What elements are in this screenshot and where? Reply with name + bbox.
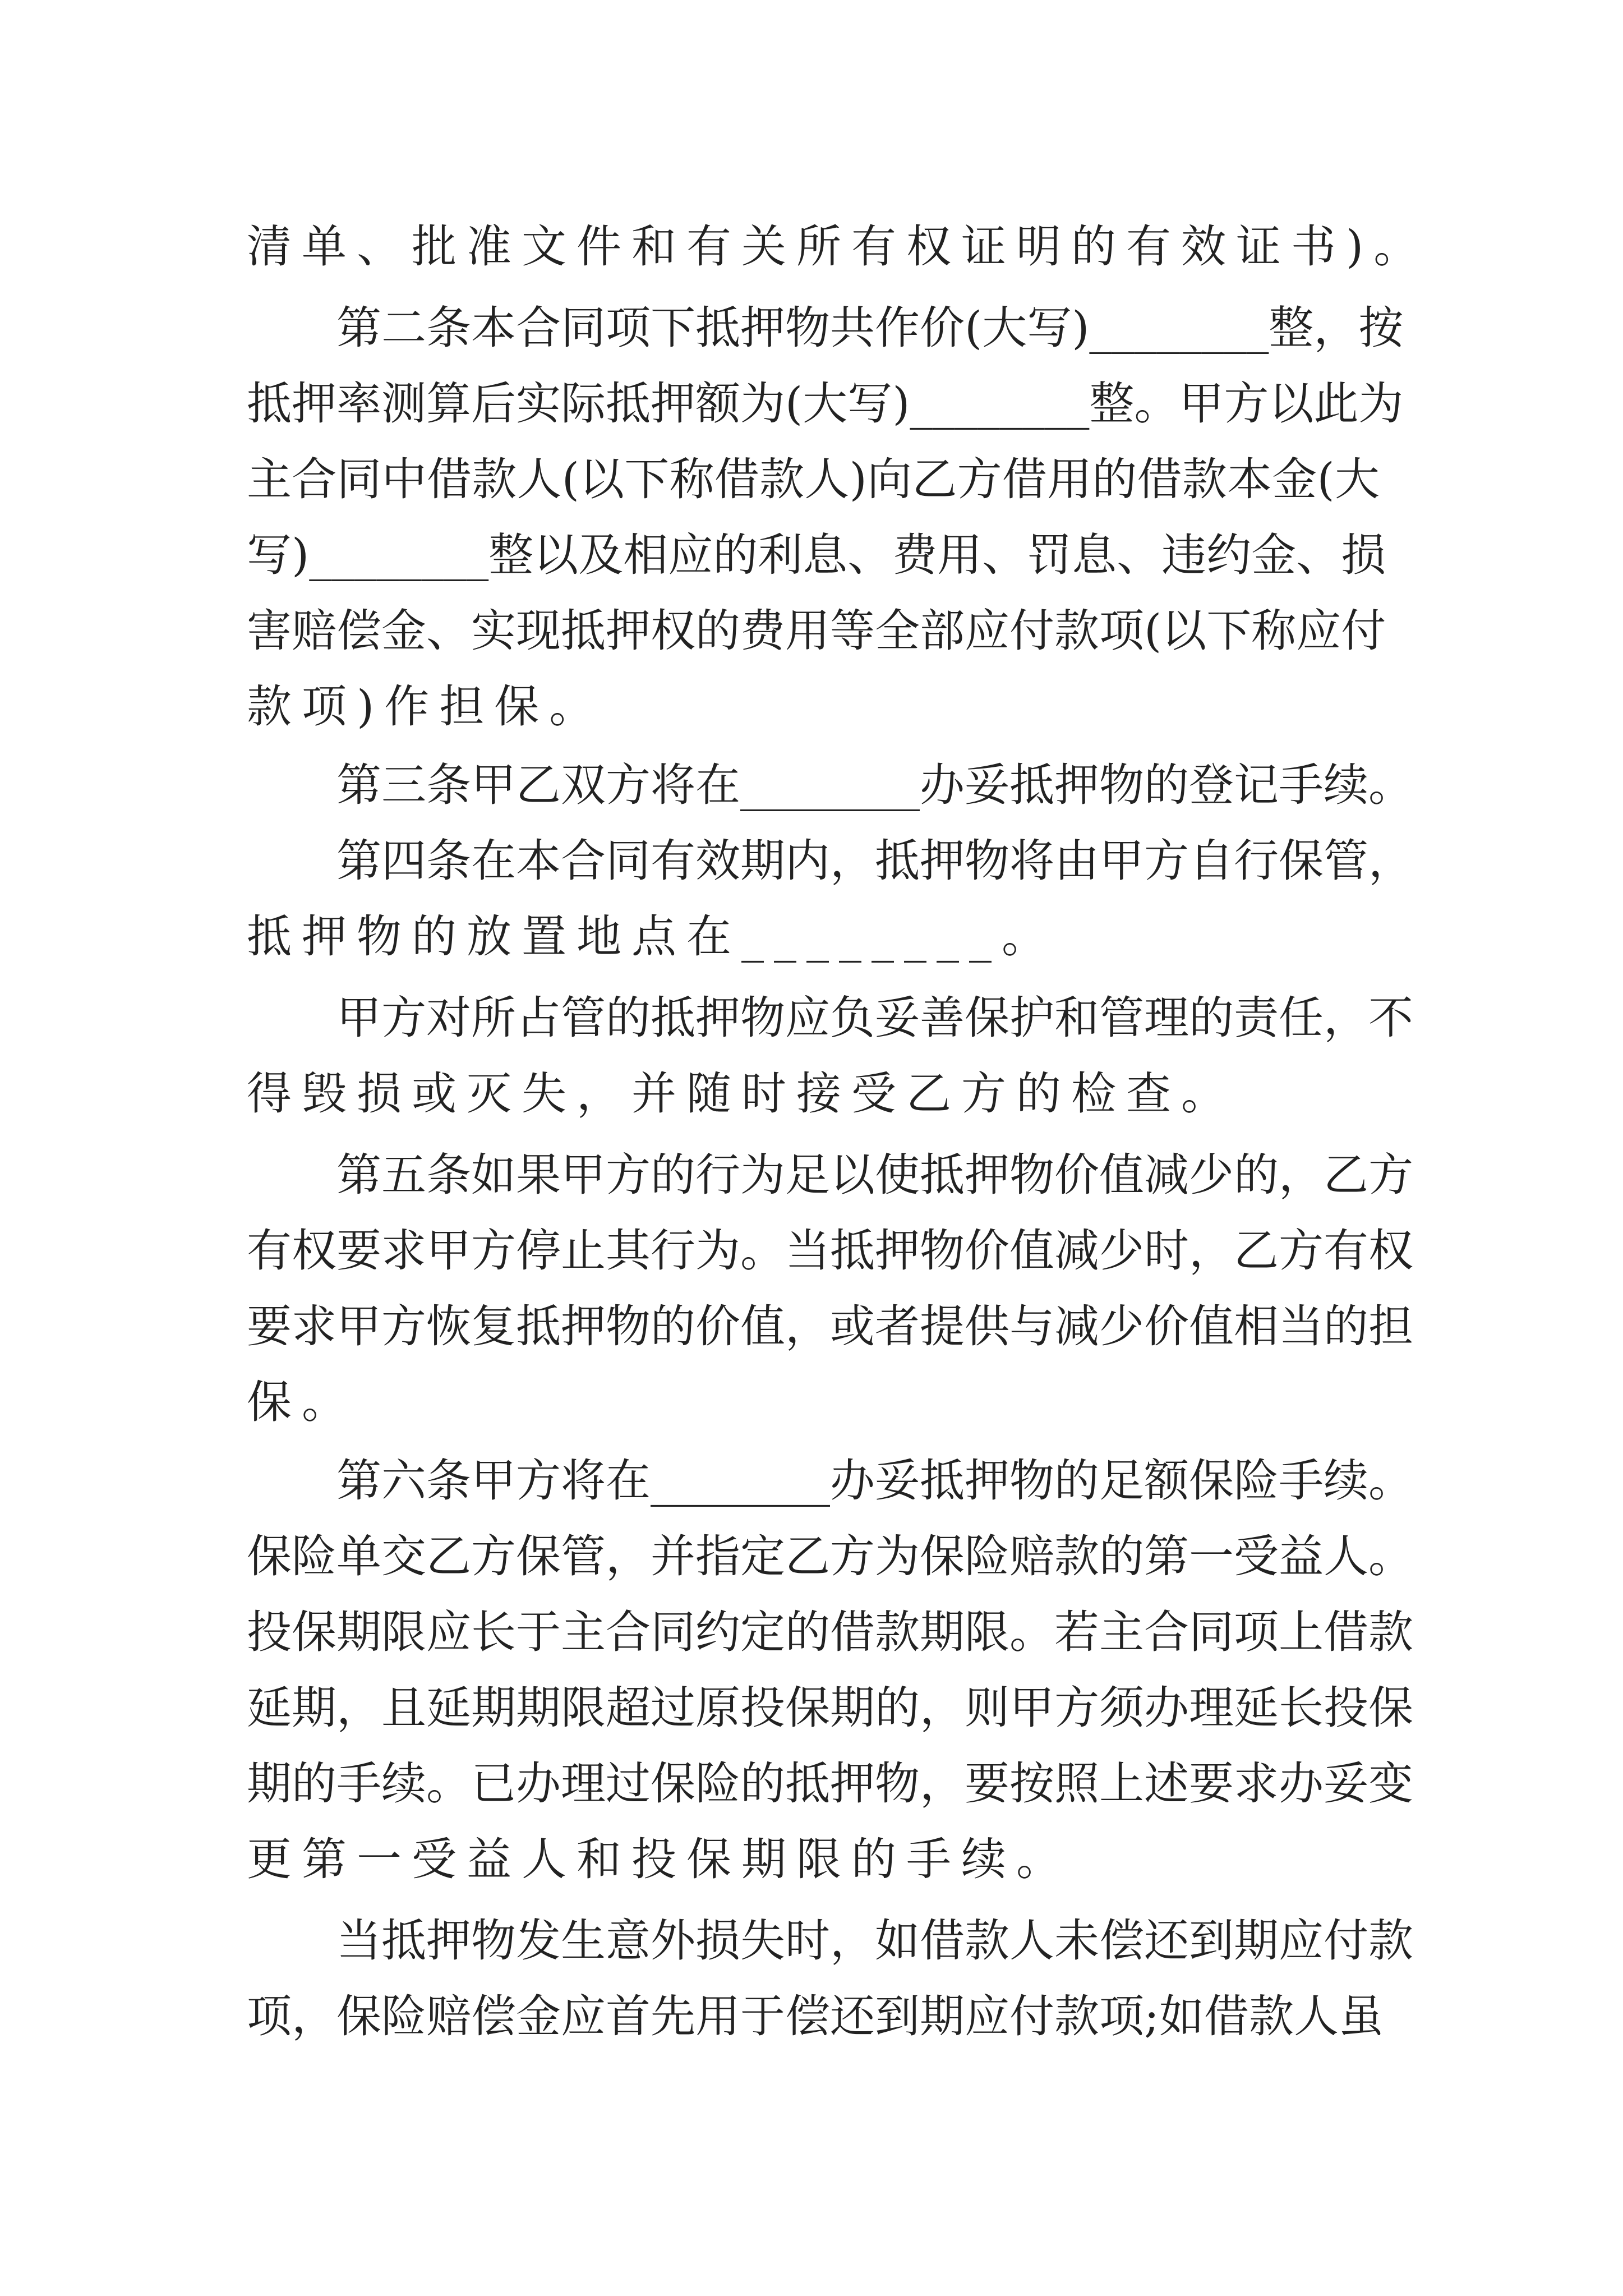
text-line: 投保期限应长于主合同约定的借款期限。若主合同项上借款 bbox=[247, 1606, 1413, 1658]
text-line: 当抵押物发生意外损失时，如借款人未偿还到期应付款 bbox=[336, 1915, 1413, 1967]
text-line: 主合同中借款人(以下称借款人)向乙方借用的借款本金(大 bbox=[247, 453, 1380, 505]
text-line: 第二条本合同项下抵押物共作价(大写)________整，按 bbox=[336, 302, 1404, 354]
text-line: 保险单交乙方保管，并指定乙方为保险赔款的第一受益人。 bbox=[247, 1530, 1413, 1582]
text-line: 保。 bbox=[247, 1376, 357, 1428]
text-line: 第六条甲方将在________办妥抵押物的足额保险手续。 bbox=[336, 1455, 1413, 1507]
text-line: 甲方对所占管的抵押物应负妥善保护和管理的责任，不 bbox=[336, 992, 1413, 1044]
text-line: 第四条在本合同有效期内，抵押物将由甲方自行保管， bbox=[336, 835, 1413, 887]
text-line: 项，保险赔偿金应首先用于偿还到期应付款项;如借款人虽 bbox=[247, 1990, 1384, 2042]
text-line: 得毁损或灭失，并随时接受乙方的检查。 bbox=[247, 1068, 1236, 1120]
text-line: 更第一受益人和投保期限的手续。 bbox=[247, 1833, 1071, 1885]
text-line: 抵押率测算后实际抵押额为(大写)________整。甲方以此为 bbox=[247, 378, 1404, 430]
text-line: 写)________整以及相应的利息、费用、罚息、违约金、损 bbox=[247, 529, 1386, 581]
text-line: 抵押物的放置地点在________。 bbox=[247, 910, 1057, 963]
text-line: 清单、批准文件和有关所有权证明的有效证书)。 bbox=[247, 220, 1429, 273]
text-line: 延期，且延期期限超过原投保期的，则甲方须办理延长投保 bbox=[247, 1682, 1413, 1734]
text-line: 款项)作担保。 bbox=[247, 680, 605, 733]
text-line: 第五条如果甲方的行为足以使抵押物价值减少的，乙方 bbox=[336, 1149, 1413, 1201]
text-line: 有权要求甲方停止其行为。当抵押物价值减少时，乙方有权 bbox=[247, 1225, 1413, 1277]
text-line: 要求甲方恢复抵押物的价值，或者提供与减少价值相当的担 bbox=[247, 1300, 1413, 1352]
text-line: 害赔偿金、实现抵押权的费用等全部应付款项(以下称应付 bbox=[247, 605, 1386, 657]
text-line: 第三条甲乙双方将在________办妥抵押物的登记手续。 bbox=[336, 759, 1413, 811]
text-line: 期的手续。已办理过保险的抵押物，要按照上述要求办妥变 bbox=[247, 1757, 1413, 1810]
